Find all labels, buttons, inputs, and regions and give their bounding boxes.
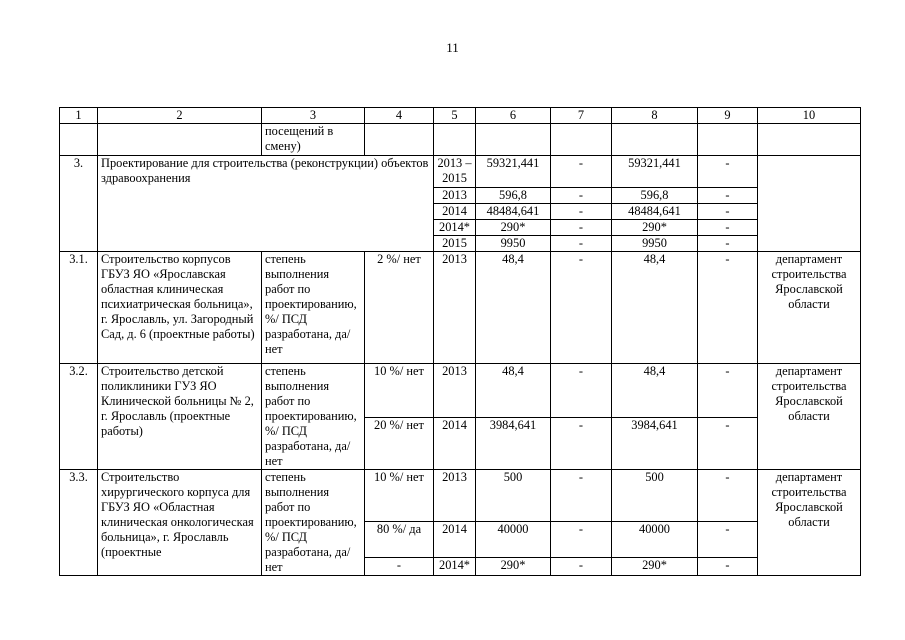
indicator-cell: степень выполнения работ по проектированию, %/ ПСД разработана, да/нет	[262, 252, 365, 364]
item-name: Проектирование для строительства (реконструкции) объектов здравоохранения	[98, 156, 434, 252]
col-header-5: 5	[434, 108, 476, 124]
value-cell: -	[551, 188, 612, 204]
value-cell: -	[551, 417, 612, 469]
target-cell: 20 %/ нет	[365, 417, 434, 469]
col-header-10: 10	[758, 108, 861, 124]
value-cell: 40000	[476, 522, 551, 557]
row-number: 3.1.	[60, 252, 98, 364]
value-cell: -	[698, 557, 758, 575]
target-cell: -	[365, 557, 434, 575]
value-cell: 290*	[476, 220, 551, 236]
year-cell: 2014	[434, 204, 476, 220]
value-cell: -	[551, 220, 612, 236]
executor-cell	[758, 156, 861, 252]
value-cell: -	[551, 156, 612, 188]
item-name: Строительство хирургического корпуса для ГБУЗ ЯО «Областная клиническая онкологическая больница», г. Ярославль (проектные	[98, 470, 262, 576]
value-cell: 500	[476, 470, 551, 522]
year-cell: 2014	[434, 522, 476, 557]
executor-cell: департамент строительства Ярославской области	[758, 470, 861, 576]
year-cell: 2014	[434, 417, 476, 469]
col-header-6: 6	[476, 108, 551, 124]
value-cell: -	[551, 470, 612, 522]
value-cell: 48,4	[612, 364, 698, 418]
item-name: Строительство детской поликлиники ГУЗ ЯО Клинической больницы № 2, г. Ярославль (проектные работы)	[98, 364, 262, 470]
program-table	[59, 107, 861, 576]
value-cell: 9950	[612, 236, 698, 252]
value-cell: 59321,441	[476, 156, 551, 188]
value-cell: 500	[612, 470, 698, 522]
col-header-7: 7	[551, 108, 612, 124]
year-cell: 2014*	[434, 557, 476, 575]
table-row	[60, 252, 861, 364]
value-cell: 48484,641	[476, 204, 551, 220]
value-cell: -	[551, 522, 612, 557]
col-header-2: 2	[98, 108, 262, 124]
value-cell: 59321,441	[612, 156, 698, 188]
value-cell: 40000	[612, 522, 698, 557]
target-cell: 2 %/ нет	[365, 252, 434, 364]
col-header-9: 9	[698, 108, 758, 124]
value-cell: -	[698, 204, 758, 220]
year-cell: 2013	[434, 470, 476, 522]
value-cell: -	[698, 188, 758, 204]
value-cell: -	[698, 236, 758, 252]
page-number: 11	[446, 40, 459, 55]
value-cell: 596,8	[612, 188, 698, 204]
value-cell: 290*	[476, 557, 551, 575]
value-cell: 48,4	[476, 252, 551, 364]
year-cell: 2015	[434, 236, 476, 252]
year-cell: 2013	[434, 188, 476, 204]
table-row	[60, 124, 861, 156]
row-number: 3.3.	[60, 470, 98, 576]
col-header-1: 1	[60, 108, 98, 124]
value-cell: 48,4	[612, 252, 698, 364]
value-cell: 3984,641	[476, 417, 551, 469]
value-cell: 3984,641	[612, 417, 698, 469]
value-cell: -	[698, 156, 758, 188]
col-header-4: 4	[365, 108, 434, 124]
value-cell: -	[698, 522, 758, 557]
value-cell: -	[551, 252, 612, 364]
year-cell: 2013	[434, 364, 476, 418]
target-cell: 80 %/ да	[365, 522, 434, 557]
table-row	[60, 470, 861, 522]
value-cell: -	[551, 557, 612, 575]
indicator-cell: степень выполнения работ по проектированию, %/ ПСД разработана, да/нет	[262, 364, 365, 470]
value-cell: 290*	[612, 220, 698, 236]
value-cell: -	[698, 470, 758, 522]
table-row	[60, 156, 861, 188]
executor-cell: департамент строительства Ярославской области	[758, 252, 861, 364]
col-header-8: 8	[612, 108, 698, 124]
value-cell: -	[551, 236, 612, 252]
value-cell: -	[698, 220, 758, 236]
value-cell: 48,4	[476, 364, 551, 418]
item-name: Строительство корпусов ГБУЗ ЯО «Ярославская областная клиническая психиатрическая больница», г. Ярославль, ул. Загородный Сад, д. 6 (проектные работы)	[98, 252, 262, 364]
col-header-3: 3	[262, 108, 365, 124]
value-cell: -	[698, 252, 758, 364]
value-cell: -	[551, 204, 612, 220]
year-cell: 2013 – 2015	[434, 156, 476, 188]
value-cell: -	[698, 417, 758, 469]
value-cell: 48484,641	[612, 204, 698, 220]
table-row	[60, 364, 861, 418]
executor-cell: департамент строительства Ярославской области	[758, 364, 861, 470]
year-cell: 2014*	[434, 220, 476, 236]
target-cell: 10 %/ нет	[365, 470, 434, 522]
header-row	[60, 108, 861, 124]
row-number: 3.	[60, 156, 98, 252]
value-cell: -	[698, 364, 758, 418]
value-cell: 9950	[476, 236, 551, 252]
value-cell: 596,8	[476, 188, 551, 204]
value-cell: -	[551, 364, 612, 418]
row-number: 3.2.	[60, 364, 98, 470]
year-cell: 2013	[434, 252, 476, 364]
indicator-cell: посещений в смену)	[262, 124, 365, 156]
indicator-cell: степень выполнения работ по проектированию, %/ ПСД разработана, да/нет	[262, 470, 365, 576]
value-cell: 290*	[612, 557, 698, 575]
target-cell: 10 %/ нет	[365, 364, 434, 418]
